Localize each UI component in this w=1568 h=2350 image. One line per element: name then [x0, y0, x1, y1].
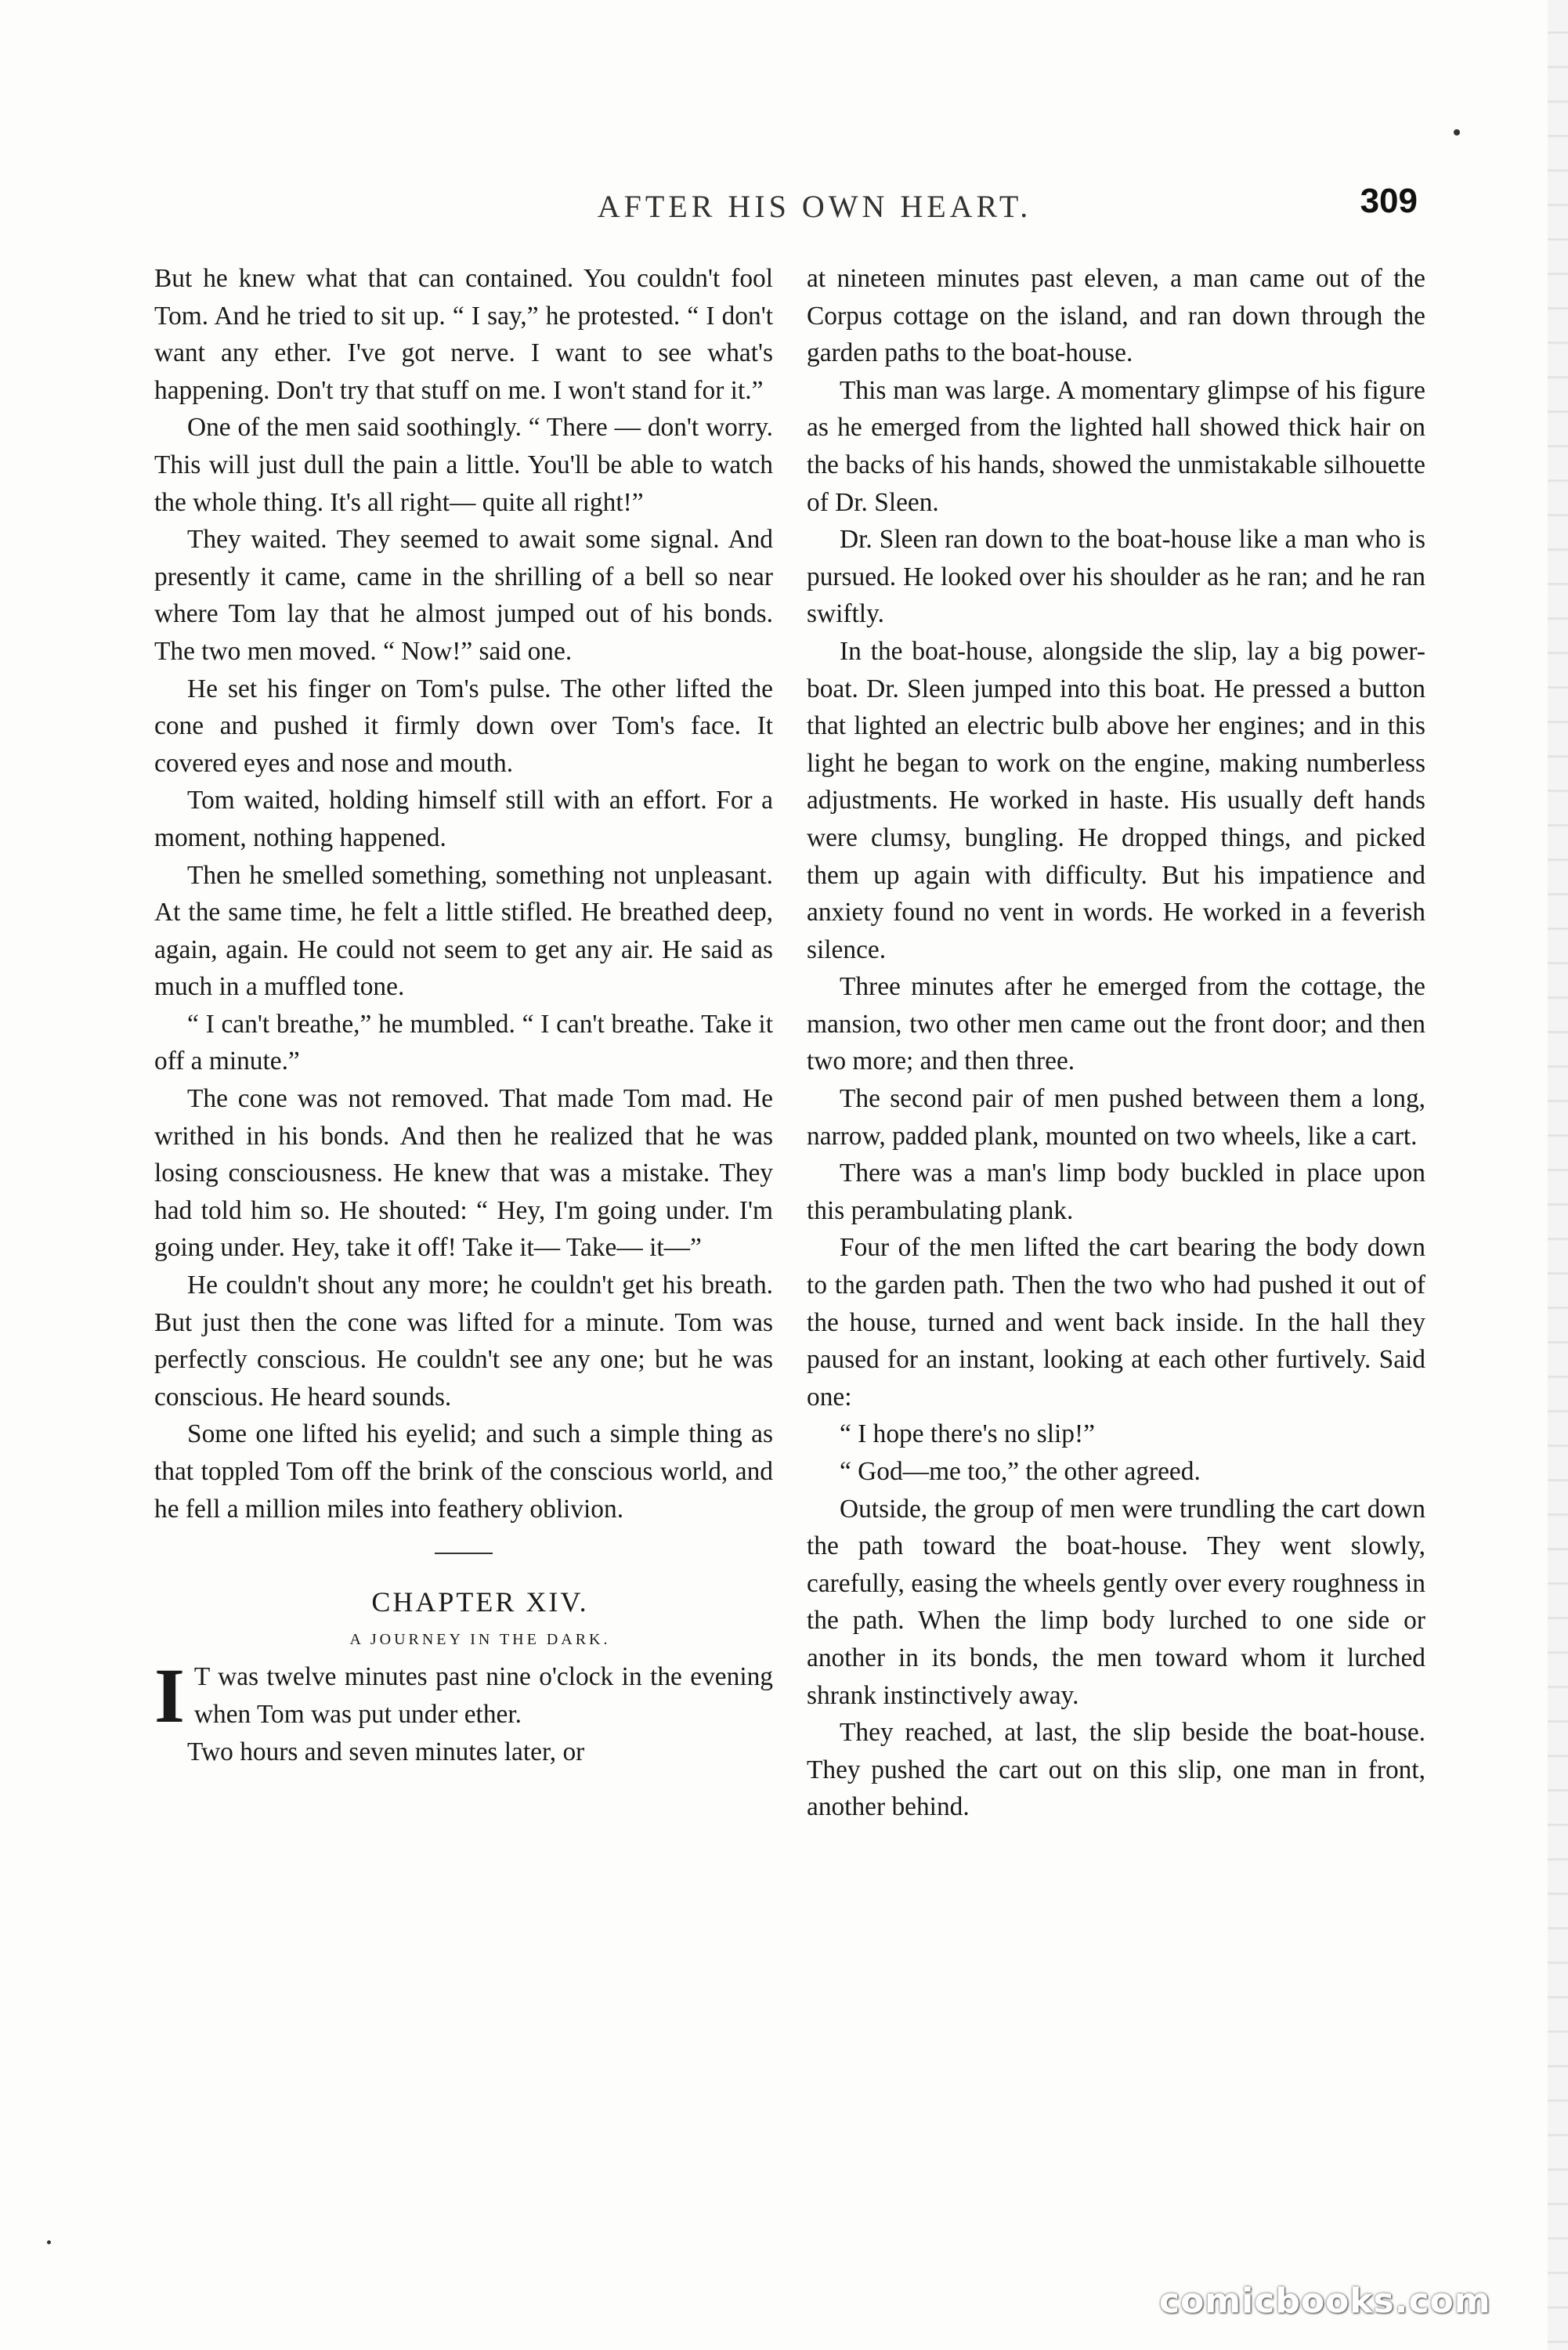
paragraph: He set his finger on Tom's pulse. The other lifted the cone and pushed it firmly down over Tom's face. It covered eyes and nose and mouth.: [154, 674, 773, 778]
left-column: [154, 260, 773, 1770]
paragraph: “ I hope there's no slip!”: [840, 1419, 1095, 1449]
paragraph: Three minutes after he emerged from the cottage, the mansion, two other men came out the front door; and then two more; and then three.: [807, 972, 1425, 1076]
paragraph: The second pair of men pushed between them a long, narrow, padded plank, mounted on two wheels, like a cart.: [807, 1084, 1425, 1151]
paragraph: Some one lifted his eyelid; and such a simple thing as that toppled Tom off the brink of the conscious world, and he fell a million miles into feathery oblivion.: [154, 1419, 773, 1524]
watermark-logo: comicbooks.com: [1159, 2281, 1491, 2321]
paragraph: They reached, at last, the slip beside the boat-house. They pushed the cart out on this slip, one man in front, another behind.: [807, 1718, 1425, 1822]
page-number: 309: [1360, 182, 1418, 220]
paragraph: He couldn't shout any more; he couldn't get his breath. But just then the cone was lifted for a minute. Tom was perfectly conscious. He couldn't see any one; but he was conscious. He heard sounds.: [154, 1271, 773, 1412]
ink-speck: [1454, 129, 1460, 136]
ink-speck: [47, 2240, 51, 2244]
paragraph: at nineteen minutes past eleven, a man came out of the Corpus cottage on the island, and ran down through the garden paths to the boat-house.: [807, 264, 1425, 368]
chapter-subtitle: A JOURNEY IN THE DARK.: [349, 1630, 611, 1648]
section-divider: [435, 1553, 493, 1554]
paragraph: Then he smelled something, something not unpleasant. At the same time, he felt a little stifled. He breathed deep, again, again. He could not seem to get any air. He said as much in a muffled tone.: [154, 860, 773, 1002]
paragraph: Four of the men lifted the cart bearing the body down to the garden path. Then the two who had pushed it out of the house, turned and went back inside. In the hall they paused for an instant, looking at each other furtively. Said one:: [807, 1233, 1425, 1412]
paragraph: One of the men said soothingly. “ There — don't worry. This will just dull the pain a little. You'll be able to watch the whole thing. It's all right— quite all right!”: [154, 413, 773, 517]
paragraph: “ I can't breathe,” he mumbled. “ I can't breathe. Take it off a minute.”: [154, 1009, 773, 1076]
page-edge: [1548, 0, 1568, 2350]
paragraph: “ God—me too,” the other agreed.: [840, 1457, 1201, 1486]
paragraph: Dr. Sleen ran down to the boat-house like a man who is pursued. He looked over his shoulder as he ran; and he ran swiftly.: [807, 525, 1425, 629]
paragraph: But he knew what that can contained. You couldn't fool Tom. And he tried to sit up. “ I say,” he protested. “ I don't want any ether. I've got nerve. I want to see what's happening. Don't try that stuff on me. I won't stand for it.”: [154, 264, 773, 405]
paragraph: In the boat-house, alongside the slip, lay a big power-boat. Dr. Sleen jumped into this boat. He pressed a button that lighted an electric bulb above her engines; and in this light he began to work on the engine, making numberless adjustments. He worked in haste. His usually deft hands were clumsy, bungling. He dropped things, and picked them up again with difficulty. But his impatience and anxiety found no vent in words. He worked in a feverish silence.: [807, 636, 1425, 964]
paragraph: The cone was not removed. That made Tom mad. He writhed in his bonds. And then he realized that he was losing consciousness. He knew that was a mistake. They had told him so. He shouted: “ Hey, I'm going under. I'm going under. Hey, take it off! Take it— Take— it—”: [154, 1084, 773, 1263]
chapter-opening-paragraph: [154, 1652, 773, 1740]
chapter-title: CHAPTER XIV.: [371, 1586, 589, 1618]
paragraph: They waited. They seemed to await some signal. And presently it came, came in the shrilling of a bell so near where Tom lay that he almost jumped out of his bonds. The two men moved. “ Now!” said one.: [154, 525, 773, 666]
drop-cap: I: [154, 1652, 185, 1740]
paragraph: There was a man's limp body buckled in place upon this perambulating plank.: [807, 1159, 1425, 1225]
paragraph: This man was large. A momentary glimpse of his figure as he emerged from the lighted hall showed thick hair on the backs of his hands, showed the unmistakable silhouette of Dr. Sleen.: [807, 375, 1425, 517]
paragraph: Outside, the group of men were trundling the cart down the path toward the boat-house. They went slowly, carefully, easing the wheels gently over every roughness in the path. When the limp body lurched to one side or another in its bonds, the men toward whom it lurched shrank instinctively away.: [807, 1494, 1425, 1710]
paragraph: Two hours and seven minutes later, or: [187, 1737, 585, 1766]
running-head: AFTER HIS OWN HEART.: [597, 189, 1032, 224]
paragraph-text: T was twelve minutes past nine o'clock in the evening when Tom was put under ether.: [193, 1662, 773, 1729]
paragraph: Tom waited, holding himself still with an effort. For a moment, nothing happened.: [154, 786, 773, 852]
right-column: [807, 260, 1425, 1826]
